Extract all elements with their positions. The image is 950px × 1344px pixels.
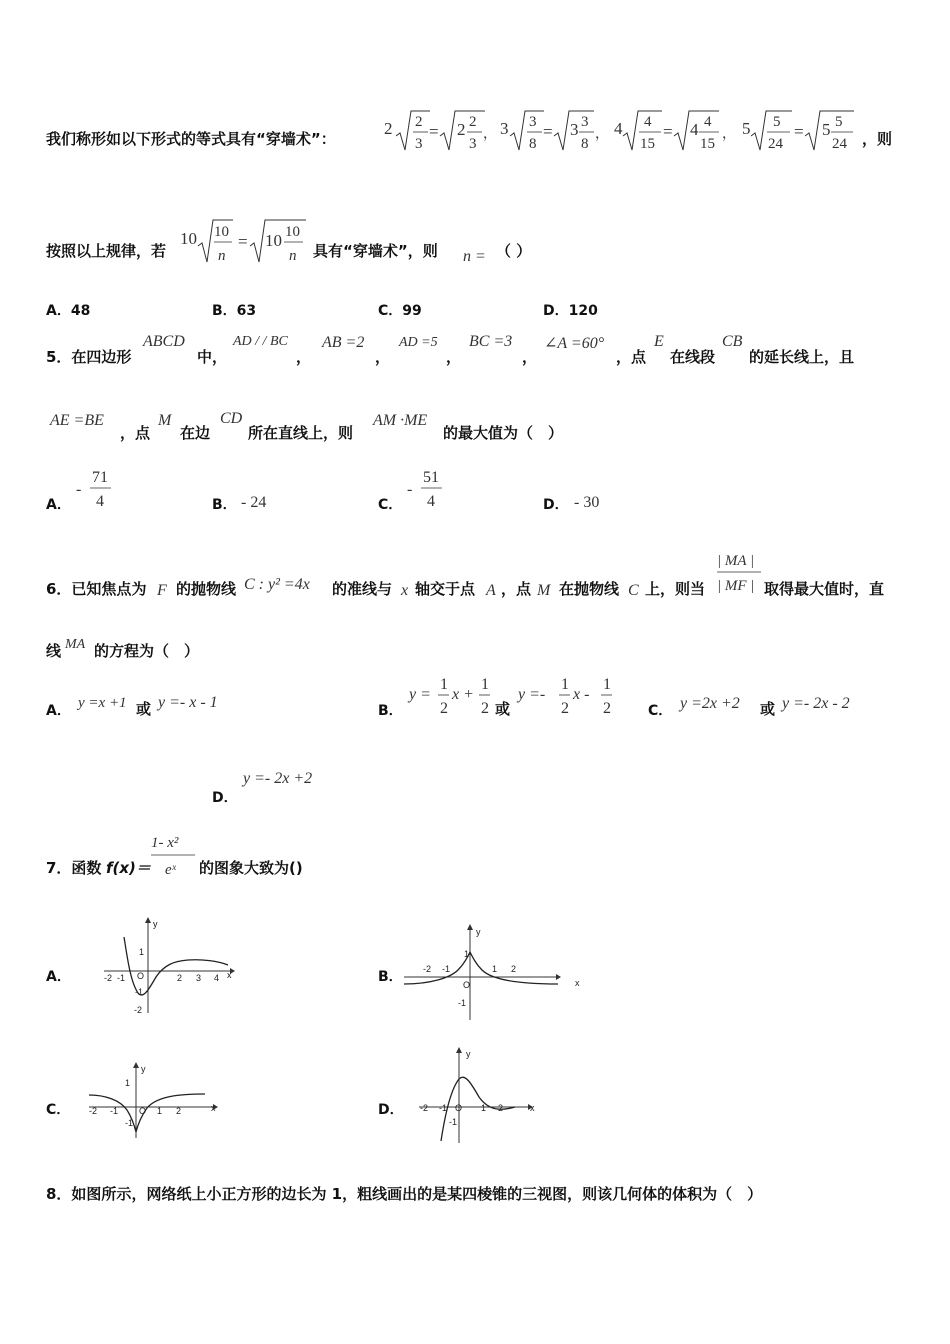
q6-curve: C : y² =4x — [244, 576, 310, 593]
svg-text:3: 3 — [196, 973, 202, 983]
q5-ab: AB =2 — [322, 334, 365, 351]
svg-text:，: ， — [722, 127, 736, 142]
q5-angle: ∠A =60° — [544, 335, 605, 352]
q7-graph-b — [400, 922, 590, 1022]
q4-option-a[interactable]: A．48 — [46, 303, 91, 319]
svg-text:3: 3 — [415, 136, 423, 152]
svg-text:O: O — [137, 971, 145, 981]
q5-option-b[interactable]: B． — [212, 497, 237, 513]
svg-text:3: 3 — [500, 119, 509, 138]
svg-text:=: = — [663, 122, 673, 141]
svg-text:24: 24 — [832, 136, 847, 152]
svg-text:5: 5 — [742, 119, 751, 138]
svg-text:x: x — [530, 1103, 535, 1113]
svg-text:3: 3 — [570, 120, 579, 139]
q5-text-5: 的延长线上，且 — [749, 348, 855, 366]
q6-option-d-eq: y =- 2x +2 — [243, 770, 313, 787]
svg-text:1: 1 — [139, 947, 145, 957]
svg-text:-1: -1 — [125, 1118, 134, 1128]
svg-text:1- x²: 1- x² — [151, 835, 179, 851]
svg-text:15: 15 — [640, 136, 655, 152]
q4-option-b[interactable]: B．63 — [212, 303, 257, 319]
q7-graph-c — [85, 1060, 225, 1140]
svg-text:=: = — [238, 232, 248, 251]
svg-text:4: 4 — [214, 973, 220, 983]
q6-text-9: 线 — [46, 642, 62, 660]
svg-text:24: 24 — [768, 136, 783, 152]
q7-graph-a — [100, 915, 235, 1015]
svg-text:1: 1 — [440, 676, 448, 693]
q6-f: F — [157, 582, 167, 599]
svg-text:n: n — [289, 248, 297, 264]
q5-parallel: AD / / BC — [233, 334, 288, 349]
q5-option-d[interactable]: D． — [543, 497, 569, 513]
q5-cb: CB — [722, 333, 743, 350]
svg-text:x -: x - — [573, 686, 590, 703]
svg-text:=: = — [543, 122, 553, 141]
svg-text:2: 2 — [457, 120, 466, 139]
svg-text:1: 1 — [603, 676, 611, 693]
q4-line2-formula — [178, 216, 313, 268]
svg-text:-: - — [407, 481, 413, 498]
svg-text:4: 4 — [427, 493, 435, 510]
svg-text:1: 1 — [464, 949, 470, 959]
svg-text:2: 2 — [440, 700, 448, 717]
q7-option-c[interactable]: C． — [46, 1102, 71, 1118]
q6-text-2: 的抛物线 — [176, 580, 237, 598]
svg-text:1: 1 — [481, 676, 489, 693]
svg-text:1: 1 — [492, 964, 498, 974]
svg-text:，: ， — [595, 127, 609, 142]
q5-abcd: ABCD — [143, 333, 185, 350]
svg-text:x: x — [211, 1103, 216, 1113]
q6-x: x — [401, 582, 409, 599]
svg-text:-2: -2 — [423, 964, 432, 974]
svg-text:8: 8 — [581, 136, 589, 152]
q4-line2-a: 按照以上规律，若 — [46, 242, 167, 260]
svg-text:10: 10 — [265, 231, 282, 250]
svg-text:-1: -1 — [442, 964, 451, 974]
q7-fraction — [149, 830, 199, 880]
q4-formula-examples — [382, 108, 902, 158]
q5-option-a-value — [74, 466, 122, 516]
svg-text:-1: -1 — [117, 973, 126, 983]
svg-text:2: 2 — [561, 700, 569, 717]
svg-text:1: 1 — [561, 676, 569, 693]
q5-point-m: M — [158, 412, 172, 429]
q5-text-9: 的最大值为（ ） — [443, 424, 564, 442]
svg-text:=: = — [794, 122, 804, 141]
q6-option-a[interactable]: A． — [46, 703, 71, 719]
q6-text-3: 的准线与 — [332, 580, 393, 598]
q6-option-b[interactable]: B． — [378, 703, 403, 719]
svg-text:，: ， — [483, 127, 497, 142]
svg-text:4: 4 — [614, 119, 623, 138]
q6-option-c-or: 或 — [760, 700, 776, 718]
svg-text:5: 5 — [773, 114, 781, 130]
svg-text:y =-: y =- — [518, 686, 546, 703]
q5-ad: AD =5 — [399, 335, 438, 350]
q6-text-10: 的方程为（ ） — [94, 642, 200, 660]
svg-text:10: 10 — [214, 224, 229, 240]
svg-text:| MF |: | MF | — [717, 578, 755, 594]
svg-text:10: 10 — [285, 224, 300, 240]
svg-text:4: 4 — [690, 120, 699, 139]
q6-c: C — [628, 582, 639, 599]
svg-text:4: 4 — [704, 114, 712, 130]
q6-m: M — [537, 582, 551, 599]
q5-cd: CD — [220, 410, 243, 427]
svg-text:-1: -1 — [439, 1103, 448, 1113]
q6-text-1: 6．已知焦点为 — [46, 580, 147, 598]
q5-text-8: 所在直线上，则 — [248, 424, 354, 442]
q6-ratio — [715, 550, 765, 596]
svg-text:-1: -1 — [135, 987, 144, 997]
q5-comma-1: ， — [296, 348, 312, 366]
svg-text:-1: -1 — [449, 1117, 458, 1127]
q7-text-1: 7．函数 — [46, 859, 102, 877]
q5-point-e: E — [654, 333, 664, 350]
q7-fx: f(x)＝ — [106, 859, 151, 877]
svg-text:| MA |: | MA | — [717, 553, 755, 569]
svg-text:5: 5 — [822, 120, 831, 139]
q7-graph-d — [415, 1045, 540, 1145]
q4-line2-n: n = — [463, 248, 486, 265]
q5-option-c[interactable]: C． — [378, 497, 403, 513]
q4-option-d[interactable]: D．120 — [543, 303, 598, 319]
svg-text:=: = — [429, 122, 439, 141]
q4-intro: 我们称形如以下形式的等式具有“穿墙术”： — [46, 130, 336, 148]
svg-text:8: 8 — [529, 136, 537, 152]
svg-text:5: 5 — [835, 114, 843, 130]
svg-text:2: 2 — [469, 114, 477, 130]
svg-text:-2: -2 — [104, 973, 113, 983]
svg-text:eˣ: eˣ — [165, 862, 176, 878]
q5-option-d-value: - 30 — [574, 494, 600, 511]
q5-text-3: ，点 — [616, 348, 647, 366]
svg-text:2: 2 — [511, 964, 517, 974]
q5-bc: BC =3 — [469, 333, 513, 350]
q4-line2-c: （ ） — [496, 242, 532, 260]
q6-option-a-or: 或 — [136, 700, 152, 718]
svg-text:n: n — [218, 248, 226, 264]
q5-text-4: 在线段 — [670, 348, 716, 366]
svg-text:x +: x + — [452, 686, 474, 703]
q6-text-7: 上，则当 — [645, 580, 706, 598]
svg-text:71: 71 — [92, 469, 108, 486]
svg-text:O: O — [139, 1106, 147, 1116]
svg-text:4: 4 — [96, 493, 104, 510]
svg-text:-2: -2 — [420, 1103, 429, 1113]
q5-text-1: 5．在四边形 — [46, 348, 132, 366]
svg-text:-: - — [76, 481, 82, 498]
svg-text:2: 2 — [603, 700, 611, 717]
q5-ae-be: AE =BE — [50, 412, 104, 429]
svg-text:y =: y = — [409, 686, 431, 703]
q5-text-6: ，点 — [120, 424, 151, 442]
q4-intro-tail: ，则 — [862, 130, 893, 148]
svg-text:2: 2 — [415, 114, 423, 130]
q5-comma-4: ， — [522, 348, 538, 366]
q6-option-d[interactable]: D． — [212, 790, 238, 806]
q5-comma-3: ， — [446, 348, 462, 366]
svg-text:2: 2 — [177, 973, 183, 983]
svg-text:y: y — [476, 927, 481, 937]
svg-text:y: y — [141, 1064, 146, 1074]
q6-text-8: 取得最大值时，直 — [764, 580, 885, 598]
svg-text:O: O — [455, 1103, 463, 1113]
q6-text-5: ，点 — [501, 580, 532, 598]
svg-text:1: 1 — [157, 1106, 163, 1116]
svg-text:3: 3 — [529, 114, 537, 130]
svg-text:2: 2 — [481, 700, 489, 717]
svg-text:O: O — [463, 980, 471, 990]
q6-option-c[interactable]: C． — [648, 703, 673, 719]
q4-line2-b: 具有“穿墙术”，则 — [313, 242, 438, 260]
q6-option-a-eq1: y =x +1 — [78, 695, 127, 711]
q6-ma: MA — [65, 637, 86, 652]
q6-text-4: 轴交于点 — [415, 580, 476, 598]
q4-option-c[interactable]: C．99 — [378, 303, 422, 319]
svg-text:x: x — [227, 970, 232, 980]
q6-option-c-eq1: y =2x +2 — [680, 695, 740, 712]
svg-text:-2: -2 — [134, 1005, 143, 1015]
q6-text-6: 在抛物线 — [559, 580, 620, 598]
svg-text:-1: -1 — [110, 1106, 119, 1116]
q7-option-b[interactable]: B． — [378, 969, 403, 985]
q6-a: A — [486, 582, 496, 599]
svg-text:51: 51 — [423, 469, 439, 486]
q5-option-c-value — [405, 466, 453, 516]
svg-text:1: 1 — [481, 1103, 487, 1113]
svg-text:1: 1 — [125, 1078, 131, 1088]
q6-option-b-eq1 — [407, 673, 497, 719]
svg-text:y: y — [153, 919, 158, 929]
svg-text:4: 4 — [644, 114, 652, 130]
svg-text:3: 3 — [581, 114, 589, 130]
svg-text:3: 3 — [469, 136, 477, 152]
svg-text:2: 2 — [384, 119, 393, 138]
q5-option-a[interactable]: A． — [46, 497, 71, 513]
q5-text-7: 在边 — [180, 424, 211, 442]
q6-option-b-or: 或 — [495, 700, 511, 718]
q6-option-b-eq2 — [516, 673, 621, 719]
q6-option-a-eq2: y =- x - 1 — [158, 694, 218, 711]
svg-text:y: y — [466, 1049, 471, 1059]
q5-comma-2: ， — [375, 348, 391, 366]
q7-option-a[interactable]: A． — [46, 969, 71, 985]
q5-dot-product: AM ·ME — [373, 412, 428, 429]
q5-option-b-value: - 24 — [241, 494, 267, 511]
q8-text: 8．如图所示，网络纸上小正方形的边长为 1，粗线画出的是某四棱锥的三视图，则该几何体的体积为（ ） — [46, 1185, 763, 1203]
svg-text:2: 2 — [498, 1103, 504, 1113]
svg-text:15: 15 — [700, 136, 715, 152]
svg-text:10: 10 — [180, 229, 197, 248]
svg-text:x: x — [575, 978, 580, 988]
svg-text:-1: -1 — [458, 998, 467, 1008]
q7-text-2: 的图象大致为() — [199, 859, 303, 877]
svg-text:-2: -2 — [89, 1106, 98, 1116]
q6-option-c-eq2: y =- 2x - 2 — [782, 695, 850, 712]
svg-text:2: 2 — [176, 1106, 182, 1116]
q5-text-2: 中， — [197, 348, 228, 366]
q7-option-d[interactable]: D． — [378, 1102, 404, 1118]
